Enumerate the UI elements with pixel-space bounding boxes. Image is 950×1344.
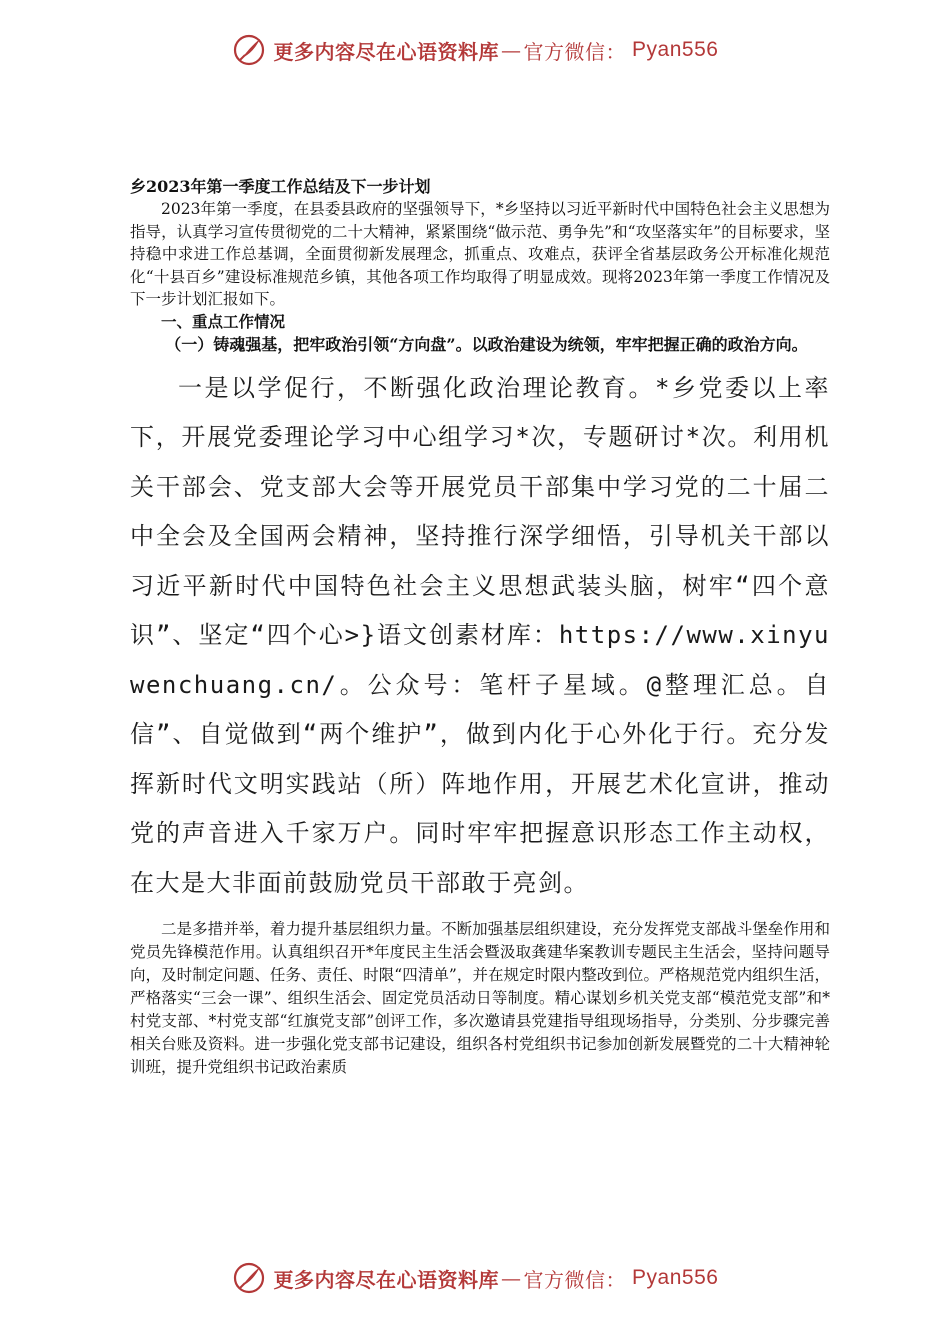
- watermark-brand: 更多内容尽在心语资料库: [273, 1267, 500, 1292]
- watermark-separator: —: [501, 1266, 522, 1290]
- subsection-heading-1: （一）铸魂强基，把牢政治引领“方向盘”。以政治建设为统领，牢牢把握正确的政治方向。: [165, 334, 808, 354]
- paragraph-political-education: 一是以学促行，不断强化政治理论教育。*乡党委以上率下，开展党委理论学习中心组学习*次，专题研讨*次。利用机关干部会、党支部大会等开展党员干部集中学习党的二十届二中全会及全国两会精神，坚持推行深学细悟，引导机关干部以习近平新时代中国特色社会主义思想武装头脑，树牢“四个意识”、坚定“四个心>}语文创素材库：https://www.xinyuwenchuang.cn/。公众号：笔杆子星域。@整理汇总。自信”、自觉做到“两个维护”，做到内化于心外化于行。充分发挥新时代文明实践站（所）阵地作用，开展艺术化宣讲，推动党的声音进入千家万户。同时牢牢把握意识形态工作主动权，在大是大非面前鼓励党员干部敢于亮剑。: [130, 373, 830, 897]
- document-body: [130, 176, 830, 1079]
- document-title: 乡2023年第一季度工作总结及下一步计划: [130, 177, 431, 196]
- watermark-separator: —: [501, 38, 522, 62]
- watermark-footer: [0, 1256, 950, 1300]
- watermark-brand: 更多内容尽在心语资料库: [273, 39, 500, 64]
- watermark-official-label: 官方微信：: [523, 39, 627, 64]
- paragraph-organization-building: 二是多措并举，着力提升基层组织力量。不断加强基层组织建设，充分发挥党支部战斗堡垒作用和党员先锋模范作用。认真组织召开*年度民主生活会暨汲取龚建华案教训专题民主生活会，坚持问题导向，及时制定问题、任务、责任、时限“四清单”，并在规定时限内整改到位。严格规范党内组织生活，严格落实“三会一课”、组织生活会、固定党员活动日等制度。精心谋划乡机关党支部“模范党支部”和*村党支部、*村党支部“红旗党支部”创评工作，多次邀请县党建指导组现场指导，分类别、分步骤完善相关台账及资料。进一步强化党支部书记建设，组织各村党组织书记参加创新发展暨党的二十大精神轮训班，提升党组织书记政治素质: [130, 920, 830, 1076]
- section-heading-1: 一、重点工作情况: [161, 311, 286, 331]
- watermark-official-label: 官方微信：: [523, 1267, 627, 1292]
- quill-pen-logo-icon: [232, 1261, 266, 1295]
- watermark-wechat-id: Pyan556: [632, 38, 719, 61]
- watermark-wechat-id: Pyan556: [632, 1266, 719, 1289]
- watermark-header: [0, 28, 950, 72]
- quill-pen-logo-icon: [232, 33, 266, 67]
- intro-paragraph: 2023年第一季度，在县委县政府的坚强领导下，*乡坚持以习近平新时代中国特色社会主义思想为指导，认真学习宣传贯彻党的二十大精神，紧紧围绕“做示范、勇争先”和“攻坚落实年”的目标要求，坚持稳中求进工作总基调，全面贯彻新发展理念，抓重点、攻难点，获评全省基层政务公开标准化规范化“十县百乡”建设标准规范乡镇，其他各项工作均取得了明显成效。现将2023年第一季度工作情况及下一步计划汇报如下。: [130, 200, 830, 308]
